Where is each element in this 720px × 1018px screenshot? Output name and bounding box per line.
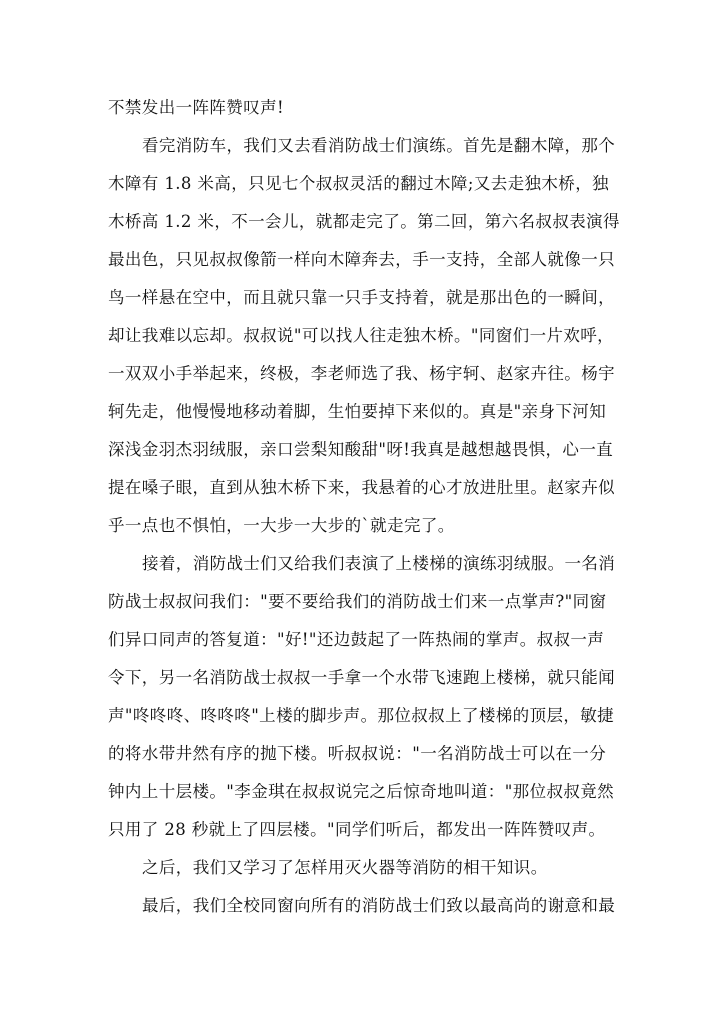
text-line: 轲先走，他慢慢地移动着脚，生怕要掉下来似的。真是"亲身下河知 <box>108 402 607 421</box>
text-line: 深浅金羽杰羽绒服，亲口尝梨知酸甜"呀!我真是越想越畏惧，心一直 <box>108 440 614 459</box>
text-line: 却让我难以忘却。叔叔说"可以找人往走独木桥。"同窗们一片欢呼， <box>108 326 615 345</box>
text-line: 之后，我们又学习了怎样用灭火器等消防的相干知识。 <box>142 858 548 877</box>
text-line: 防战士叔叔问我们："要不要给我们的消防战士们来一点掌声?"同窗 <box>108 592 607 611</box>
text-line: 们异口同声的答复道："好!"还边鼓起了一阵热闹的掌声。叔叔一声 <box>108 630 605 649</box>
text-line: 接着，消防战士们又给我们表演了上楼梯的演练羽绒服。一名消 <box>142 554 616 573</box>
text-line: 的将水带井然有序的抛下楼。听叔叔说："一名消防战士可以在一分 <box>108 744 607 763</box>
text-line: 木桥高 1.2 米，不一会儿，就都走完了。第二回，第六名叔叔表演得 <box>108 212 620 231</box>
text-line: 只用了 28 秒就上了四层楼。"同学们听后，都发出一阵阵赞叹声。 <box>108 820 606 839</box>
text-line: 最后，我们全校同窗向所有的消防战士们致以最高尚的谢意和最 <box>142 896 616 915</box>
text-line: 令下，另一名消防战士叔叔一手拿一个水带飞速跑上楼梯，就只能闻 <box>108 668 615 687</box>
text-line: 木障有 1.8 米高，只见七个叔叔灵活的翻过木障;又去走独木桥，独 <box>108 174 609 193</box>
text-line: 看完消防车，我们又去看消防战士们演练。首先是翻木障，那个 <box>142 136 616 155</box>
text-line: 声"咚咚咚、咚咚咚"上楼的脚步声。那位叔叔上了楼梯的顶层，敏捷 <box>108 706 615 725</box>
text-line: 最出色，只见叔叔像箭一样向木障奔去，手一支持，全部人就像一只 <box>108 250 615 269</box>
text-line: 钟内上十层楼。"李金琪在叔叔说完之后惊奇地叫道："那位叔叔竟然 <box>108 782 615 801</box>
text-line: 提在嗓子眼，直到从独木桥下来，我悬着的心才放进肚里。赵家卉似 <box>108 478 615 497</box>
text-line: 乎一点也不惧怕，一大步一大步的`就走完了。 <box>108 516 455 535</box>
text-line: 一双双小手举起来，终极，李老师选了我、杨宇轲、赵家卉往。杨宇 <box>108 364 615 383</box>
text-line: 鸟一样悬在空中，而且就只靠一只手支持着，就是那出色的一瞬间， <box>108 288 615 307</box>
text-line: 不禁发出一阵阵赞叹声! <box>108 98 285 117</box>
